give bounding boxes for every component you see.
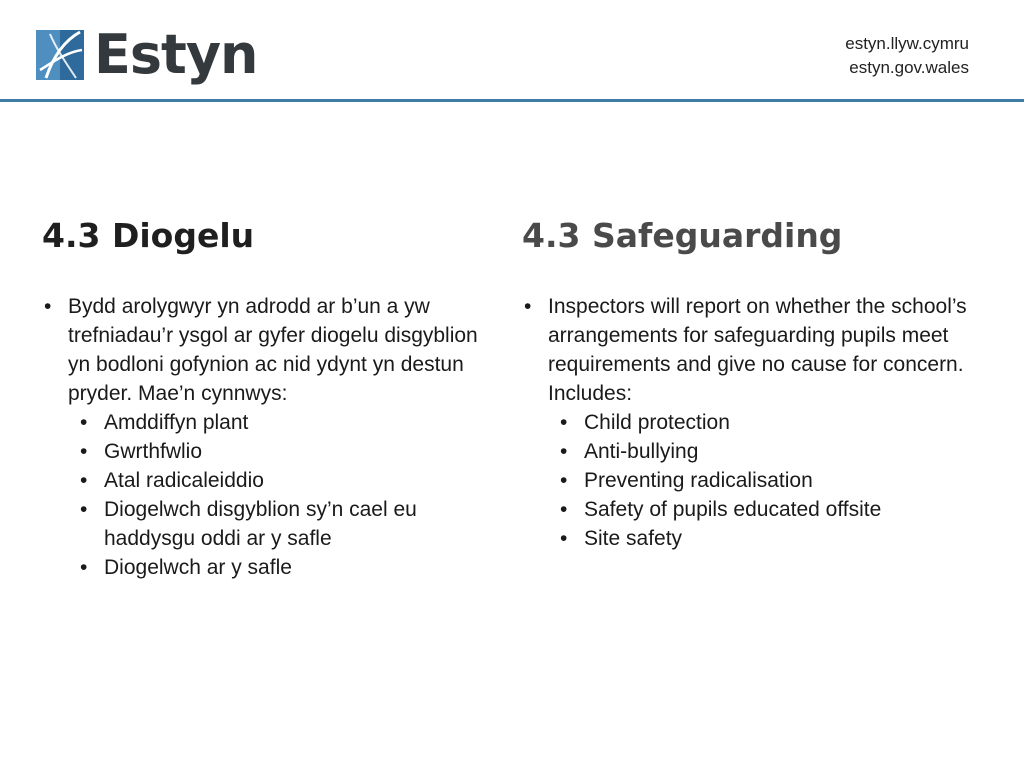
header	[0, 0, 1024, 102]
welsh-intro-text: Bydd arolygwyr yn adrodd ar b’un a yw trefniadau’r ysgol ar gyfer diogelu disgyblion yn bodloni gofynion ac nid ydynt yn destun pryder. Mae’n cynnwys:	[68, 295, 478, 405]
url-english: estyn.gov.wales	[849, 58, 969, 77]
list-item: • Gwrthfwlio	[68, 437, 490, 466]
list-item: • Preventing radicalisation	[548, 466, 982, 495]
website-urls	[845, 32, 969, 80]
logo-wordmark: Estyn	[94, 23, 258, 86]
estyn-logo-mark-icon	[36, 30, 84, 80]
list-item: • Child protection	[548, 408, 982, 437]
welsh-sub-list	[68, 408, 490, 582]
estyn-logo	[36, 22, 258, 88]
list-item: • Safety of pupils educated offsite	[548, 495, 982, 524]
welsh-intro-bullet	[42, 292, 490, 582]
english-bullet-list	[522, 292, 982, 553]
list-item: • Amddiffyn plant	[68, 408, 490, 437]
list-item: • Site safety	[548, 524, 982, 553]
url-welsh: estyn.llyw.cymru	[845, 34, 969, 53]
welsh-bullet-list	[42, 292, 490, 582]
list-item: • Anti-bullying	[548, 437, 982, 466]
english-sub-list	[548, 408, 982, 553]
list-item: • Diogelwch disgyblion sy’n cael eu haddysgu oddi ar y safle	[68, 495, 490, 553]
english-intro-text: Inspectors will report on whether the school’s arrangements for safeguarding pupils meet requirements and give no cause for concern. Includes:	[548, 295, 967, 405]
welsh-column	[42, 214, 490, 582]
list-item: • Diogelwch ar y safle	[68, 553, 490, 582]
english-intro-bullet	[522, 292, 982, 553]
english-column	[522, 214, 982, 553]
welsh-heading: 4.3 Diogelu	[42, 216, 255, 255]
header-divider	[0, 99, 1024, 102]
english-heading: 4.3 Safeguarding	[522, 216, 843, 255]
list-item: • Atal radicaleiddio	[68, 466, 490, 495]
